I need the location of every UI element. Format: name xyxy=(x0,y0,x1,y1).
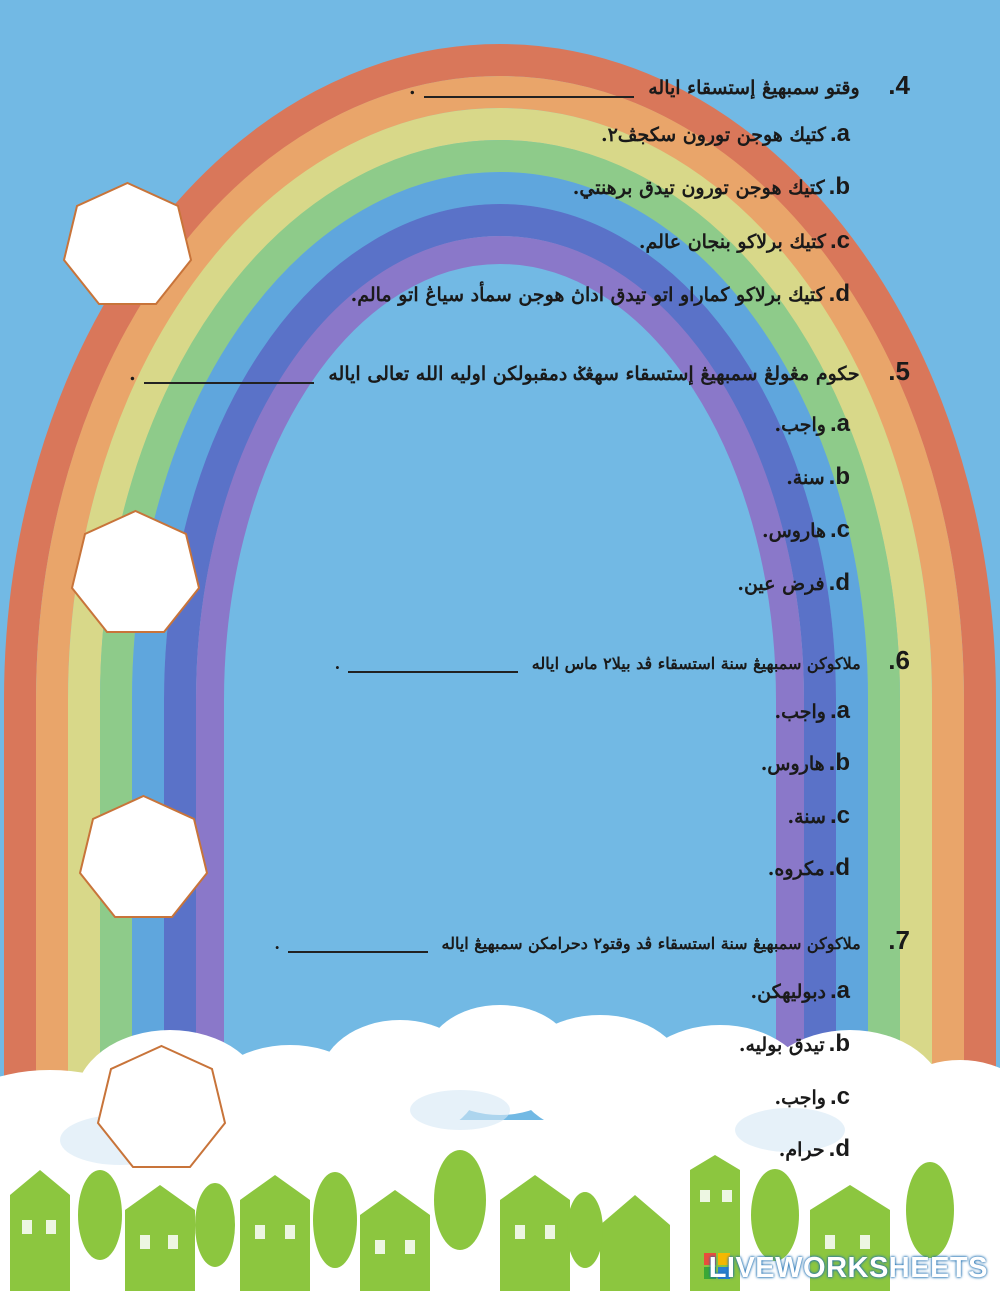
answer-blank xyxy=(424,96,634,98)
answer-box-q5[interactable] xyxy=(68,508,203,638)
option-4a: a.كتيك هوجن تورون سكجڤ٢. xyxy=(600,120,850,147)
answer-box-q7[interactable] xyxy=(94,1043,229,1173)
option-5a: a.واجب. xyxy=(774,410,850,437)
option-6c: c.سنة. xyxy=(787,802,850,829)
question-text: ملاكوكن سمبهيڠ سنة استسقاء ڤد بيلا٢ ماس اياله xyxy=(531,654,861,673)
answer-box-q4[interactable] xyxy=(60,180,195,310)
question-7: 7. ملاكوكن سمبهيڠ سنة استسقاء ڤد وقتو٢ دحرامكن سمبهيڠ اياله . xyxy=(274,925,910,955)
answer-blank xyxy=(144,382,314,384)
question-text: وقتو سمبهيڠ إستسقاء اياله xyxy=(648,77,860,99)
question-text: ملاكوكن سمبهيڠ سنة استسقاء ڤد وقتو٢ دحرامكن سمبهيڠ اياله xyxy=(441,934,861,953)
question-6: 6. ملاكوكن سمبهيڠ سنة استسقاء ڤد بيلا٢ ماس اياله . xyxy=(334,645,910,675)
liveworksheets-brand[interactable]: LIVEWORKSHEETS xyxy=(708,1252,988,1284)
answer-box-q6[interactable] xyxy=(76,793,211,923)
option-7a: a.دبوليهكن. xyxy=(750,977,850,1004)
question-4: 4. وقتو سمبهيڠ إستسقاء اياله . xyxy=(408,70,910,100)
question-number: 4. xyxy=(888,70,910,100)
option-7d: d.حرام. xyxy=(778,1135,850,1162)
option-4b: b.كتيك هوجن تورون تيدق برهنتي. xyxy=(572,173,850,200)
answer-blank xyxy=(288,951,428,953)
question-number: 7. xyxy=(888,925,910,955)
answer-blank xyxy=(348,671,518,673)
option-4d: d.كتيك برلاكو كماراو اتو تيدق اداڽ هوجن سمأد سياڠ اتو مالم. xyxy=(350,280,850,307)
option-7b: b.تيدق بوليه. xyxy=(738,1030,850,1057)
question-number: 6. xyxy=(888,645,910,675)
question-number: 5. xyxy=(888,356,910,386)
option-7c: c.واجب. xyxy=(774,1083,850,1110)
option-5b: b.سنة. xyxy=(786,463,850,490)
option-6d: d.مكروه. xyxy=(767,854,850,881)
option-6b: b.هاروس. xyxy=(760,749,850,776)
question-5: 5. حكوم مڠولڠ سمبهيڠ إستسقاء سهڠݢ دمقبولكن اوليه الله تعالى اياله . xyxy=(129,356,910,386)
option-6a: a.واجب. xyxy=(774,697,850,724)
option-5c: c.هاروس. xyxy=(762,516,850,543)
option-5d: d.فرض عين. xyxy=(737,569,850,596)
question-text: حكوم مڠولڠ سمبهيڠ إستسقاء سهڠݢ دمقبولكن اوليه الله تعالى اياله xyxy=(328,363,860,385)
option-4c: c.كتيك برلاكو بنجان عالم. xyxy=(638,227,850,254)
